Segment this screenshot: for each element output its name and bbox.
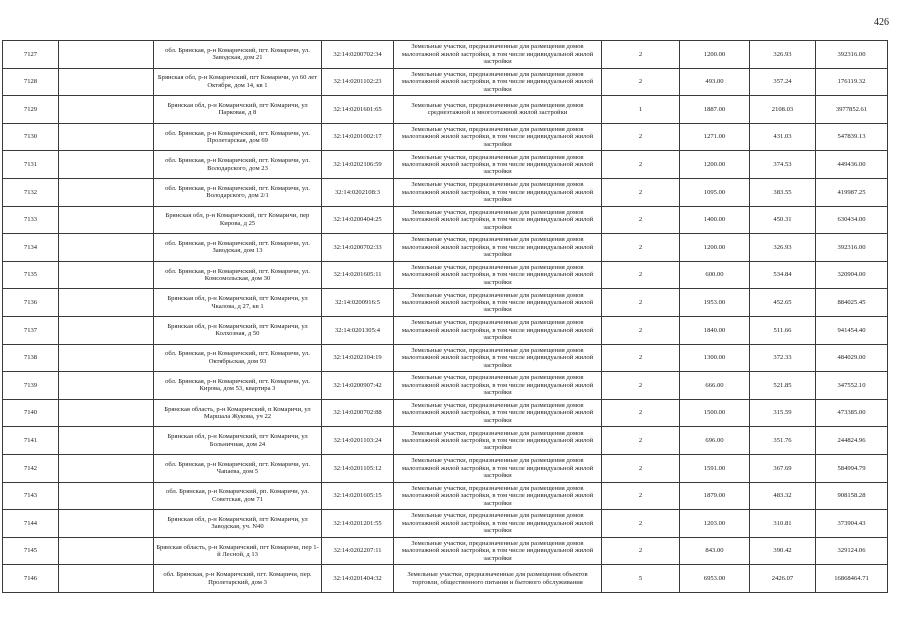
area-cell: 1200.00 xyxy=(680,41,750,69)
group-cell: 2 xyxy=(602,316,680,344)
cadastral-value-cell: 584994.79 xyxy=(816,454,888,482)
group-cell: 2 xyxy=(602,372,680,400)
cadastral-number-cell: 32:14:0201103:24 xyxy=(322,427,394,455)
cadastral-value-cell: 392316.00 xyxy=(816,41,888,69)
unit-value-cell: 367.69 xyxy=(750,454,816,482)
area-cell: 1400.00 xyxy=(680,206,750,234)
empty-cell xyxy=(59,482,154,510)
row-number: 7127 xyxy=(3,41,59,69)
land-use-cell: Земельные участки, предназначенные для размещения домов малоэтажной жилой застройки, в том числе индивидуальной жилой застройки xyxy=(394,178,602,206)
unit-value-cell: 351.76 xyxy=(750,427,816,455)
group-cell: 5 xyxy=(602,565,680,593)
unit-value-cell: 452.65 xyxy=(750,289,816,317)
table-row xyxy=(3,454,888,482)
cadastral-number-cell: 32:14:0201105:12 xyxy=(322,454,394,482)
table-row xyxy=(3,482,888,510)
cadastral-number-cell: 32:14:0200702:34 xyxy=(322,41,394,69)
land-use-cell: Земельные участки, предназначенные для размещения домов малоэтажной жилой застройки, в том числе индивидуальной жилой застройки xyxy=(394,372,602,400)
address-cell: Брянская область, р-н Комаричский, п Комаричи, ул Маршала Жукова, уч 22 xyxy=(154,399,322,427)
empty-cell xyxy=(59,316,154,344)
cadastral-number-cell: 32:14:0200702:33 xyxy=(322,234,394,262)
unit-value-cell: 390.42 xyxy=(750,537,816,565)
unit-value-cell: 534.84 xyxy=(750,261,816,289)
unit-value-cell: 310.81 xyxy=(750,510,816,538)
page-number: 426 xyxy=(874,17,889,28)
land-use-cell: Земельные участки, предназначенные для размещения домов малоэтажной жилой застройки, в том числе индивидуальной жилой застройки xyxy=(394,123,602,151)
empty-cell xyxy=(59,537,154,565)
row-number: 7131 xyxy=(3,151,59,179)
area-cell: 1200.00 xyxy=(680,151,750,179)
table-row xyxy=(3,234,888,262)
table-row xyxy=(3,399,888,427)
empty-cell xyxy=(59,41,154,69)
address-cell: обл. Брянская, р-н Комаричский, пгт. Комаричи, ул. Заводская, дом 21 xyxy=(154,41,322,69)
table-row xyxy=(3,96,888,124)
table-row xyxy=(3,510,888,538)
empty-cell xyxy=(59,96,154,124)
group-cell: 2 xyxy=(602,482,680,510)
land-use-cell: Земельные участки, предназначенные для размещения домов малоэтажной жилой застройки, в том числе индивидуальной жилой застройки xyxy=(394,344,602,372)
address-cell: обл. Брянская, р-н Комаричский, пгт. Комаричи, ул. Чапаева, дом 5 xyxy=(154,454,322,482)
cadastral-number-cell: 32:14:0202106:59 xyxy=(322,151,394,179)
group-cell: 2 xyxy=(602,510,680,538)
table-row xyxy=(3,261,888,289)
land-use-cell: Земельные участки, предназначенные для размещения домов малоэтажной жилой застройки, в том числе индивидуальной жилой застройки xyxy=(394,261,602,289)
empty-cell xyxy=(59,454,154,482)
row-number: 7139 xyxy=(3,372,59,400)
area-cell: 1591.00 xyxy=(680,454,750,482)
area-cell: 6953.00 xyxy=(680,565,750,593)
area-cell: 1887.00 xyxy=(680,96,750,124)
area-cell: 1095.00 xyxy=(680,178,750,206)
group-cell: 2 xyxy=(602,151,680,179)
group-cell: 2 xyxy=(602,68,680,96)
empty-cell xyxy=(59,123,154,151)
empty-cell xyxy=(59,68,154,96)
group-cell: 2 xyxy=(602,399,680,427)
unit-value-cell: 326.93 xyxy=(750,234,816,262)
row-number: 7129 xyxy=(3,96,59,124)
row-number: 7138 xyxy=(3,344,59,372)
cadastral-value-cell: 176119.32 xyxy=(816,68,888,96)
area-cell: 493.00 xyxy=(680,68,750,96)
empty-cell xyxy=(59,234,154,262)
cadastral-value-cell: 908158.28 xyxy=(816,482,888,510)
cadastral-value-cell: 547839.13 xyxy=(816,123,888,151)
group-cell: 2 xyxy=(602,454,680,482)
land-use-cell: Земельные участки, предназначенные для размещения домов малоэтажной жилой застройки, в том числе индивидуальной жилой застройки xyxy=(394,151,602,179)
table-row xyxy=(3,206,888,234)
empty-cell xyxy=(59,565,154,593)
cadastral-number-cell: 32:14:0201002:17 xyxy=(322,123,394,151)
table-row xyxy=(3,344,888,372)
empty-cell xyxy=(59,427,154,455)
address-cell: обл. Брянская, р-н Комаричский, пгт. Комаричи, ул. Заводская, дом 13 xyxy=(154,234,322,262)
row-number: 7143 xyxy=(3,482,59,510)
address-cell: обл. Брянская, р-н Комаричский, пгт. Комаричи, ул. Комсомольская, дом 30 xyxy=(154,261,322,289)
group-cell: 2 xyxy=(602,344,680,372)
table-row xyxy=(3,537,888,565)
empty-cell xyxy=(59,206,154,234)
unit-value-cell: 521.85 xyxy=(750,372,816,400)
empty-cell xyxy=(59,261,154,289)
group-cell: 2 xyxy=(602,178,680,206)
address-cell: Брянская обл, р-н Комаричский, пгт Комаричи, ул Колхозная, д 50 xyxy=(154,316,322,344)
address-cell: Брянская обл, р-н Комаричский, пгт Комаричи, ул Чкалова, д 27, кв 1 xyxy=(154,289,322,317)
row-number: 7137 xyxy=(3,316,59,344)
row-number: 7145 xyxy=(3,537,59,565)
row-number: 7146 xyxy=(3,565,59,593)
address-cell: обл. Брянская, р-н Комаричский, пгт. Комаричи, ул. Пролетарская, дом 69 xyxy=(154,123,322,151)
table-row xyxy=(3,151,888,179)
land-use-cell: Земельные участки, предназначенные для размещения домов малоэтажной жилой застройки, в том числе индивидуальной жилой застройки xyxy=(394,289,602,317)
area-cell: 1500.00 xyxy=(680,399,750,427)
area-cell: 1300.00 xyxy=(680,344,750,372)
unit-value-cell: 374.53 xyxy=(750,151,816,179)
empty-cell xyxy=(59,178,154,206)
empty-cell xyxy=(59,289,154,317)
cadastral-value-cell: 419987.25 xyxy=(816,178,888,206)
address-cell: обл. Брянская, р-н Комаричский, пгт. Комаричи, ул. Володарского, дом 23 xyxy=(154,151,322,179)
cadastral-number-cell: 32:14:0200907:42 xyxy=(322,372,394,400)
unit-value-cell: 511.66 xyxy=(750,316,816,344)
group-cell: 2 xyxy=(602,427,680,455)
unit-value-cell: 372.33 xyxy=(750,344,816,372)
cadastral-value-cell: 484029.00 xyxy=(816,344,888,372)
address-cell: обл. Брянская, р-н Комаричский, пгт. Комаричи, ул. Октябрьская, дом 93 xyxy=(154,344,322,372)
cadastral-value-cell: 373904.43 xyxy=(816,510,888,538)
cadastral-value-cell: 392316.00 xyxy=(816,234,888,262)
land-use-cell: Земельные участки, предназначенные для размещения объектов торговли, общественного питания и бытового обслуживания xyxy=(394,565,602,593)
row-number: 7133 xyxy=(3,206,59,234)
empty-cell xyxy=(59,399,154,427)
cadastral-number-cell: 32:14:0201102:23 xyxy=(322,68,394,96)
table-row xyxy=(3,565,888,593)
area-cell: 696.00 xyxy=(680,427,750,455)
table-row xyxy=(3,41,888,69)
table-row xyxy=(3,372,888,400)
cadastral-value-cell: 347552.10 xyxy=(816,372,888,400)
land-use-cell: Земельные участки, предназначенные для размещения домов малоэтажной жилой застройки, в том числе индивидуальной жилой застройки xyxy=(394,41,602,69)
address-cell: Брянская обл, р-н Комаричский, пгт Комаричи, пер Кирова, д 25 xyxy=(154,206,322,234)
address-cell: Брянская обл, р-н Комаричский, пгт Комаричи, ул Парковая, д 8 xyxy=(154,96,322,124)
cadastral-number-cell: 32:14:0201605:11 xyxy=(322,261,394,289)
table-row xyxy=(3,289,888,317)
cadastral-value-table xyxy=(2,40,888,593)
address-cell: обл. Брянская, р-н Комаричский, рп. Комаричи, ул. Советская, дом 71 xyxy=(154,482,322,510)
area-cell: 666.00 xyxy=(680,372,750,400)
unit-value-cell: 383.55 xyxy=(750,178,816,206)
area-cell: 843.00 xyxy=(680,537,750,565)
land-use-cell: Земельные участки, предназначенные для размещения домов малоэтажной жилой застройки, в том числе индивидуальной жилой застройки xyxy=(394,510,602,538)
address-cell: Брянская обл, р-н Комаричский, пгт Комаричи, ул Заводская, уч. N40 xyxy=(154,510,322,538)
row-number: 7132 xyxy=(3,178,59,206)
land-use-cell: Земельные участки, предназначенные для размещения домов малоэтажной жилой застройки, в том числе индивидуальной жилой застройки xyxy=(394,537,602,565)
group-cell: 2 xyxy=(602,289,680,317)
area-cell: 1879.00 xyxy=(680,482,750,510)
table-row xyxy=(3,123,888,151)
cadastral-value-cell: 3977852.61 xyxy=(816,96,888,124)
empty-cell xyxy=(59,510,154,538)
area-cell: 1271.00 xyxy=(680,123,750,151)
land-use-cell: Земельные участки, предназначенные для размещения домов малоэтажной жилой застройки, в том числе индивидуальной жилой застройки xyxy=(394,234,602,262)
unit-value-cell: 315.59 xyxy=(750,399,816,427)
address-cell: обл. Брянская, р-н Комаричский, пгт. Комаричи, ул. Кирова, дом 53, квартира 3 xyxy=(154,372,322,400)
land-use-cell: Земельные участки, предназначенные для размещения домов малоэтажной жилой застройки, в том числе индивидуальной жилой застройки xyxy=(394,68,602,96)
unit-value-cell: 483.32 xyxy=(750,482,816,510)
group-cell: 1 xyxy=(602,96,680,124)
address-cell: Брянская обл, р-н Комаричский, пгт Комаричи, ул Больничная, дом 24 xyxy=(154,427,322,455)
land-use-cell: Земельные участки, предназначенные для размещения домов среднеэтажной и многоэтажной жилой застройки xyxy=(394,96,602,124)
cadastral-number-cell: 32:14:0201605:15 xyxy=(322,482,394,510)
cadastral-number-cell: 32:14:0202104:19 xyxy=(322,344,394,372)
cadastral-value-cell: 884025.45 xyxy=(816,289,888,317)
cadastral-number-cell: 32:14:0200404:25 xyxy=(322,206,394,234)
cadastral-value-cell: 941454.40 xyxy=(816,316,888,344)
land-use-cell: Земельные участки, предназначенные для размещения домов малоэтажной жилой застройки, в том числе индивидуальной жилой застройки xyxy=(394,316,602,344)
unit-value-cell: 2108.03 xyxy=(750,96,816,124)
empty-cell xyxy=(59,344,154,372)
table-row xyxy=(3,68,888,96)
group-cell: 2 xyxy=(602,234,680,262)
cadastral-number-cell: 32:14:0200916:5 xyxy=(322,289,394,317)
area-cell: 1203.00 xyxy=(680,510,750,538)
cadastral-number-cell: 32:14:0201201:55 xyxy=(322,510,394,538)
cadastral-value-cell: 16868464.71 xyxy=(816,565,888,593)
unit-value-cell: 450.31 xyxy=(750,206,816,234)
unit-value-cell: 2426.07 xyxy=(750,565,816,593)
group-cell: 2 xyxy=(602,261,680,289)
row-number: 7144 xyxy=(3,510,59,538)
land-use-cell: Земельные участки, предназначенные для размещения домов малоэтажной жилой застройки, в том числе индивидуальной жилой застройки xyxy=(394,482,602,510)
cadastral-number-cell: 32:14:0202207:11 xyxy=(322,537,394,565)
cadastral-number-cell: 32:14:0201404:32 xyxy=(322,565,394,593)
land-use-cell: Земельные участки, предназначенные для размещения домов малоэтажной жилой застройки, в том числе индивидуальной жилой застройки xyxy=(394,427,602,455)
unit-value-cell: 357.24 xyxy=(750,68,816,96)
cadastral-value-cell: 244824.96 xyxy=(816,427,888,455)
cadastral-value-cell: 449436.00 xyxy=(816,151,888,179)
group-cell: 2 xyxy=(602,206,680,234)
table-body xyxy=(3,41,888,593)
cadastral-number-cell: 32:14:0201601:65 xyxy=(322,96,394,124)
empty-cell xyxy=(59,151,154,179)
row-number: 7142 xyxy=(3,454,59,482)
group-cell: 2 xyxy=(602,537,680,565)
row-number: 7134 xyxy=(3,234,59,262)
group-cell: 2 xyxy=(602,41,680,69)
cadastral-number-cell: 32:14:0202108:3 xyxy=(322,178,394,206)
address-cell: Брянская область, р-н Комаричский, пгт Комаричи, пер 1-й Лесной, д 13 xyxy=(154,537,322,565)
cadastral-number-cell: 32:14:0201305:4 xyxy=(322,316,394,344)
area-cell: 600.00 xyxy=(680,261,750,289)
unit-value-cell: 326.93 xyxy=(750,41,816,69)
cadastral-value-cell: 630434.00 xyxy=(816,206,888,234)
row-number: 7141 xyxy=(3,427,59,455)
table-row xyxy=(3,316,888,344)
cadastral-value-cell: 473385.00 xyxy=(816,399,888,427)
group-cell: 2 xyxy=(602,123,680,151)
address-cell: Брянская обл, р-н Комаричский, пгт Комаричи, ул 60 лет Октября, дом 14, кв 1 xyxy=(154,68,322,96)
row-number: 7136 xyxy=(3,289,59,317)
land-use-cell: Земельные участки, предназначенные для размещения домов малоэтажной жилой застройки, в том числе индивидуальной жилой застройки xyxy=(394,399,602,427)
unit-value-cell: 431.03 xyxy=(750,123,816,151)
table-row xyxy=(3,427,888,455)
row-number: 7140 xyxy=(3,399,59,427)
cadastral-number-cell: 32:14:0200702:88 xyxy=(322,399,394,427)
row-number: 7130 xyxy=(3,123,59,151)
address-cell: обл. Брянская, р-н Комаричский, пгт. Комаричи, пер. Пролетарский, дом 3 xyxy=(154,565,322,593)
cadastral-value-cell: 329124.06 xyxy=(816,537,888,565)
table-row xyxy=(3,178,888,206)
land-use-cell: Земельные участки, предназначенные для размещения домов малоэтажной жилой застройки, в том числе индивидуальной жилой застройки xyxy=(394,206,602,234)
cadastral-value-cell: 320904.00 xyxy=(816,261,888,289)
row-number: 7135 xyxy=(3,261,59,289)
area-cell: 1840.00 xyxy=(680,316,750,344)
area-cell: 1200.00 xyxy=(680,234,750,262)
row-number: 7128 xyxy=(3,68,59,96)
area-cell: 1953.00 xyxy=(680,289,750,317)
land-use-cell: Земельные участки, предназначенные для размещения домов малоэтажной жилой застройки, в том числе индивидуальной жилой застройки xyxy=(394,454,602,482)
empty-cell xyxy=(59,372,154,400)
address-cell: обл. Брянская, р-н Комаричский, пгт. Комаричи, ул. Володарского, дом 2/1 xyxy=(154,178,322,206)
